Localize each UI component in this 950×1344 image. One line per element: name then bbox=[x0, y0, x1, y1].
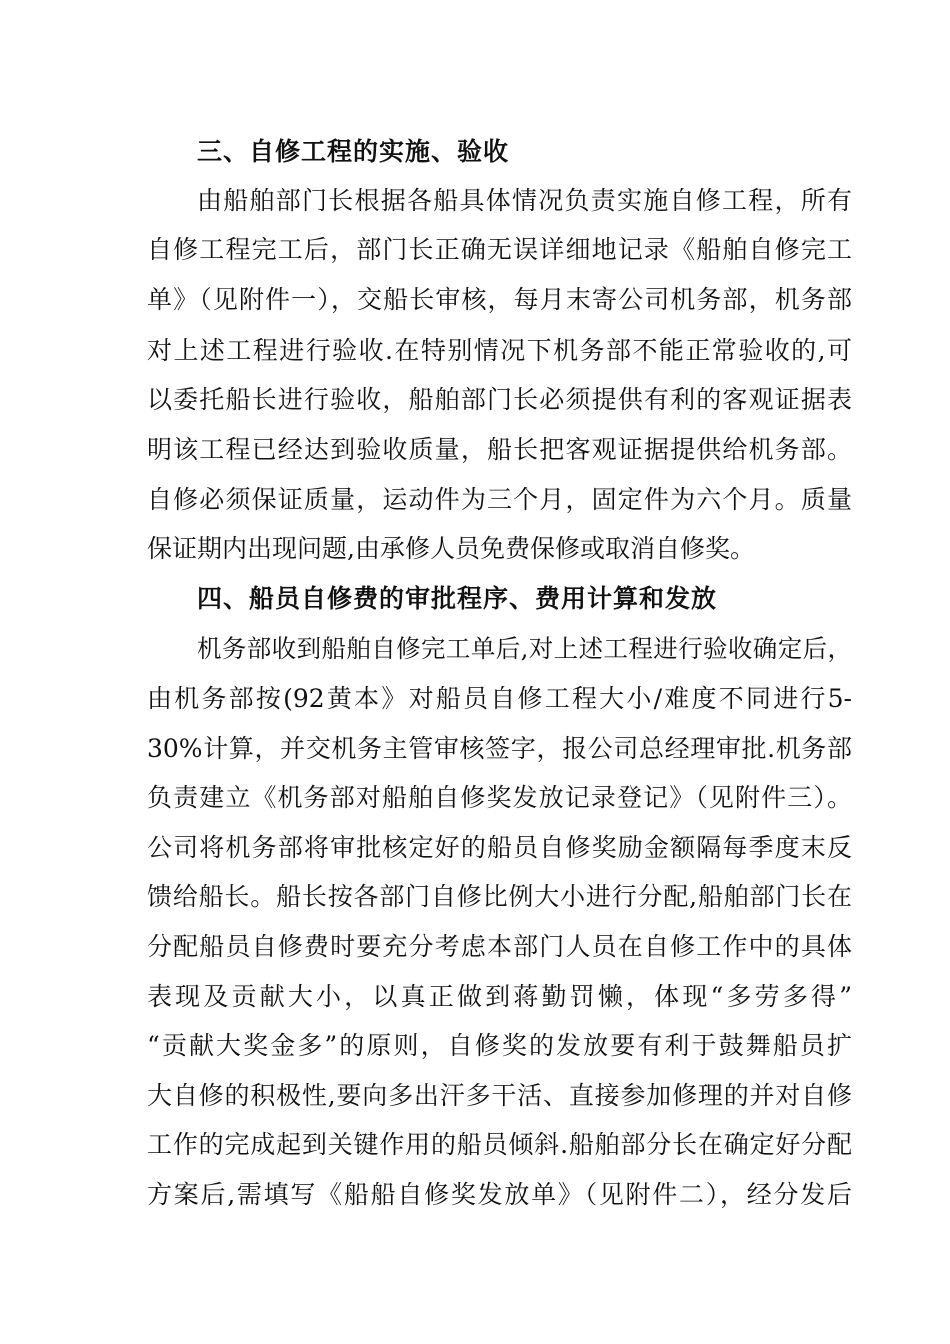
section-4-line-9: “贡献大奖金多”的原则，自修奖的发放要有利于鼓舞船员扩 bbox=[147, 1031, 852, 1060]
section-3-line-8: 保证期内出现问题,由承修人员免费保修或取消自修奖。 bbox=[147, 534, 755, 563]
section-4-line-6: 馈给船长。船长按各部门自修比例大小进行分配,船舶部门长在 bbox=[147, 882, 852, 911]
section-3-line-5: 以委托船长进行验收，船舶部门长必须提供有利的客观证据表 bbox=[147, 385, 852, 414]
section-4-line-11: 工作的完成起到关键作用的船员倾斜.船舶部分长在确定好分配 bbox=[147, 1130, 852, 1159]
section-4-line-3: 30%计算，并交机务主管审核签字，报公司总经理审批.机务部 bbox=[147, 734, 852, 763]
section-4-line-8: 表现及贡献大小，以真正做到蒋勤罚懒，体现“多劳多得” bbox=[147, 982, 852, 1011]
section-4-line-7: 分配船员自修费时要充分考虑本部门人员在自修工作中的具体 bbox=[147, 932, 852, 961]
section-4-line-4: 负责建立《机务部对船舶自修奖发放记录登记》（见附件三）。 bbox=[147, 783, 852, 812]
section-4-line-2: 由机务部按(92黄本》对船员自修工程大小/难度不同进行5- bbox=[147, 684, 852, 713]
section-3-line-1: 由船舶部门长根据各船具体情况负责实施自修工程，所有 bbox=[197, 186, 852, 215]
section-4-heading: 四、船员自修费的审批程序、费用计算和发放 bbox=[197, 584, 718, 613]
section-3-line-3: 单》（见附件一），交船长审核，每月末寄公司机务部，机务部 bbox=[147, 285, 852, 314]
section-3-heading: 三、自修工程的实施、验收 bbox=[197, 137, 510, 166]
section-4-line-12: 方案后,需填写《船船自修奖发放单》（见附件二），经分发后 bbox=[147, 1180, 852, 1209]
section-4-line-1: 机务部收到船舶自修完工单后,对上述工程进行验收确定后， bbox=[197, 634, 852, 663]
section-4-line-5: 公司将机务部将审批核定好的船员自修奖励金额隔每季度末反 bbox=[147, 833, 852, 862]
section-4-line-10: 大自修的积极性,要向多出汗多干活、直接参加修理的并对自修 bbox=[147, 1081, 852, 1110]
section-3-line-7: 自修必须保证质量，运动件为三个月，固定件为六个月。质量 bbox=[147, 485, 852, 514]
section-3-line-6: 明该工程已经达到验收质量，船长把客观证据提供给机务部。 bbox=[147, 435, 852, 464]
section-3-line-4: 对上述工程进行验收.在特别情况下机务部不能正常验收的,可 bbox=[147, 336, 852, 365]
section-3-line-2: 自修工程完工后，部门长正确无误详细地记录《船舶自修完工 bbox=[147, 235, 852, 264]
